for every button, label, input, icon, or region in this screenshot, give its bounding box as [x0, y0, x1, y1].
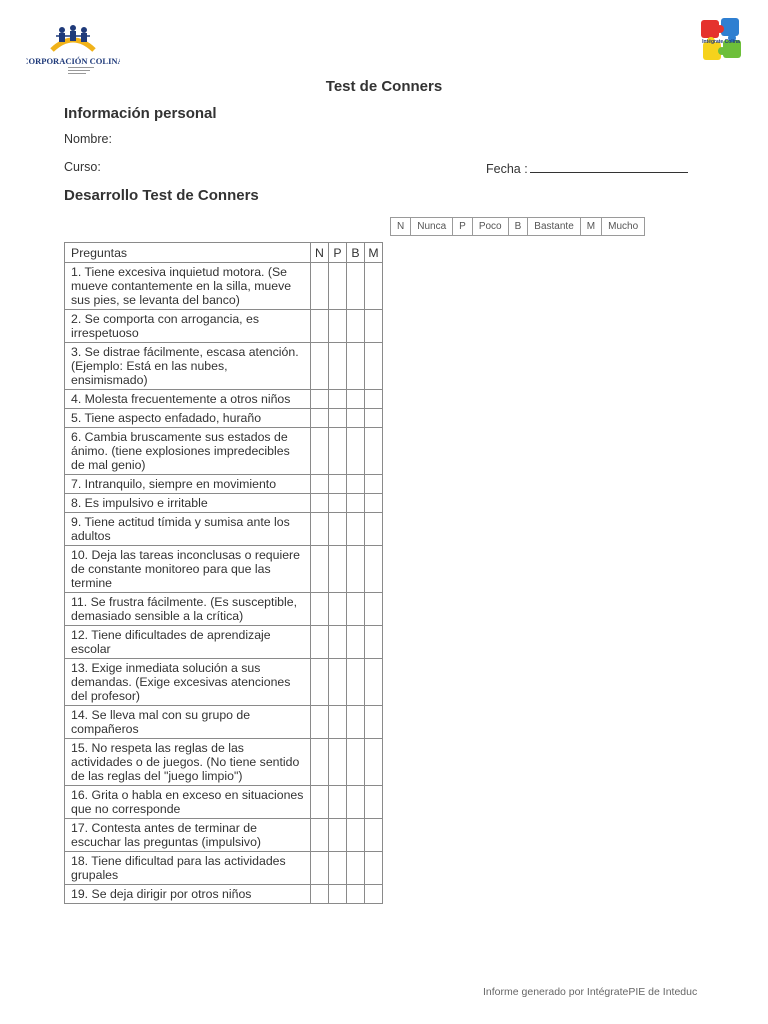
- answer-cell-p[interactable]: [329, 390, 347, 409]
- fecha-field: [486, 160, 688, 176]
- curso-label: Curso:: [64, 160, 101, 174]
- question-text: 3. Se distrae fácilmente, escasa atención. (Ejemplo: Está en las nubes, ensimismado): [65, 343, 311, 390]
- question-text: 4. Molesta frecuentemente a otros niños: [65, 390, 311, 409]
- question-text: 5. Tiene aspecto enfadado, huraño: [65, 409, 311, 428]
- answer-cell-b[interactable]: [347, 546, 365, 593]
- answer-cell-p[interactable]: [329, 546, 347, 593]
- legend-cell: Nunca: [411, 218, 453, 236]
- legend-cell: P: [453, 218, 473, 236]
- header-preguntas: Preguntas: [65, 243, 311, 263]
- answer-cell-m[interactable]: [365, 428, 383, 475]
- answer-cell-b[interactable]: [347, 390, 365, 409]
- answer-cell-b[interactable]: [347, 819, 365, 852]
- answer-cell-p[interactable]: [329, 739, 347, 786]
- nombre-label: Nombre:: [64, 132, 112, 146]
- answer-cell-b[interactable]: [347, 739, 365, 786]
- answer-cell-m[interactable]: [365, 852, 383, 885]
- answer-cell-m[interactable]: [365, 659, 383, 706]
- answer-cell-m[interactable]: [365, 494, 383, 513]
- answer-cell-b[interactable]: [347, 706, 365, 739]
- integrate-colina-puzzle-logo: [695, 14, 747, 66]
- answer-cell-m[interactable]: [365, 513, 383, 546]
- answer-cell-b[interactable]: [347, 659, 365, 706]
- answer-cell-m[interactable]: [365, 885, 383, 904]
- legend-cell: N: [391, 218, 411, 236]
- answer-cell-p[interactable]: [329, 885, 347, 904]
- table-row: [65, 513, 383, 546]
- question-text: 2. Se comporta con arrogancia, es irrespetuoso: [65, 310, 311, 343]
- answer-cell-n[interactable]: [311, 428, 329, 475]
- answer-cell-n[interactable]: [311, 343, 329, 390]
- question-text: 13. Exige inmediata solución a sus demandas. (Exige excesivas atenciones del profesor): [65, 659, 311, 706]
- question-text: 11. Se frustra fácilmente. (Es susceptible, demasiado sensible a la crítica): [65, 593, 311, 626]
- answer-cell-b[interactable]: [347, 409, 365, 428]
- answer-cell-p[interactable]: [329, 428, 347, 475]
- table-row: [65, 494, 383, 513]
- answer-cell-p[interactable]: [329, 343, 347, 390]
- answer-cell-m[interactable]: [365, 546, 383, 593]
- question-text: 15. No respeta las reglas de las actividades o de juegos. (No tiene sentido de las reglas del "juego limpio"): [65, 739, 311, 786]
- table-row: [65, 428, 383, 475]
- answer-cell-b[interactable]: [347, 310, 365, 343]
- table-row: [65, 343, 383, 390]
- question-text: 16. Grita o habla en exceso en situaciones que no corresponde: [65, 786, 311, 819]
- answer-cell-p[interactable]: [329, 626, 347, 659]
- question-text: 9. Tiene actitud tímida y sumisa ante los adultos: [65, 513, 311, 546]
- answer-cell-p[interactable]: [329, 659, 347, 706]
- footer-note: Informe generado por IntégratePIE de Inteduc: [483, 986, 698, 998]
- logo-text: CORPORACIÓN COLINA: [26, 56, 120, 66]
- answer-cell-p[interactable]: [329, 786, 347, 819]
- question-text: 10. Deja las tareas inconclusas o requiere de constante monitoreo para que las termine: [65, 546, 311, 593]
- table-row: [65, 706, 383, 739]
- question-text: 8. Es impulsivo e irritable: [65, 494, 311, 513]
- fecha-underline: [530, 160, 688, 173]
- answer-cell-n[interactable]: [311, 310, 329, 343]
- answer-cell-m[interactable]: [365, 786, 383, 819]
- legend-cell: B: [508, 218, 528, 236]
- answer-cell-b[interactable]: [347, 494, 365, 513]
- table-row: [65, 819, 383, 852]
- answer-cell-m[interactable]: [365, 409, 383, 428]
- question-text: 12. Tiene dificultades de aprendizaje escolar: [65, 626, 311, 659]
- answer-cell-p[interactable]: [329, 475, 347, 494]
- table-row: [65, 659, 383, 706]
- answer-cell-n[interactable]: [311, 494, 329, 513]
- questions-table: [64, 242, 383, 904]
- answer-cell-b[interactable]: [347, 593, 365, 626]
- answer-cell-n[interactable]: [311, 819, 329, 852]
- table-row: [65, 475, 383, 494]
- answer-cell-p[interactable]: [329, 494, 347, 513]
- legend-cell: Poco: [472, 218, 508, 236]
- answer-cell-n[interactable]: [311, 706, 329, 739]
- answer-cell-m[interactable]: [365, 739, 383, 786]
- answer-cell-n[interactable]: [311, 659, 329, 706]
- answer-cell-n[interactable]: [311, 739, 329, 786]
- answer-cell-b[interactable]: [347, 513, 365, 546]
- table-row: [65, 786, 383, 819]
- answer-cell-b[interactable]: [347, 786, 365, 819]
- answer-cell-n[interactable]: [311, 263, 329, 310]
- legend-row: [391, 218, 645, 236]
- answer-cell-m[interactable]: [365, 343, 383, 390]
- answer-cell-p[interactable]: [329, 513, 347, 546]
- answer-cell-n[interactable]: [311, 852, 329, 885]
- table-row: [65, 263, 383, 310]
- answer-cell-n[interactable]: [311, 786, 329, 819]
- table-row: [65, 310, 383, 343]
- answer-cell-m[interactable]: [365, 706, 383, 739]
- question-text: 17. Contesta antes de terminar de escuchar las preguntas (impulsivo): [65, 819, 311, 852]
- answer-cell-b[interactable]: [347, 626, 365, 659]
- corporacion-colina-logo: [26, 22, 120, 78]
- legend-cell: Bastante: [528, 218, 580, 236]
- answer-cell-p[interactable]: [329, 310, 347, 343]
- question-text: 19. Se deja dirigir por otros niños: [65, 885, 311, 904]
- table-row: [65, 409, 383, 428]
- page-title: Test de Conners: [325, 78, 443, 95]
- answer-cell-p[interactable]: [329, 852, 347, 885]
- answer-cell-m[interactable]: [365, 593, 383, 626]
- answer-cell-p[interactable]: [329, 263, 347, 310]
- header-n: N: [311, 243, 329, 263]
- answer-cell-n[interactable]: [311, 546, 329, 593]
- answer-cell-p[interactable]: [329, 593, 347, 626]
- header-m: M: [365, 243, 383, 263]
- answer-cell-p[interactable]: [329, 706, 347, 739]
- answer-cell-b[interactable]: [347, 428, 365, 475]
- fecha-label: Fecha :: [486, 162, 528, 176]
- answer-cell-n[interactable]: [311, 885, 329, 904]
- answer-cell-m[interactable]: [365, 626, 383, 659]
- question-text: 18. Tiene dificultad para las actividades grupales: [65, 852, 311, 885]
- logo-right-text: Intégrate Colina: [702, 39, 740, 45]
- table-row: [65, 390, 383, 409]
- question-text: 7. Intranquilo, siempre en movimiento: [65, 475, 311, 494]
- table-row: [65, 852, 383, 885]
- legend-cell: M: [580, 218, 601, 236]
- table-row: [65, 739, 383, 786]
- answer-cell-m[interactable]: [365, 819, 383, 852]
- answer-cell-b[interactable]: [347, 885, 365, 904]
- table-row: [65, 593, 383, 626]
- answer-cell-n[interactable]: [311, 626, 329, 659]
- answer-cell-b[interactable]: [347, 475, 365, 494]
- answer-cell-n[interactable]: [311, 593, 329, 626]
- table-row: [65, 546, 383, 593]
- answer-cell-b[interactable]: [347, 852, 365, 885]
- answer-cell-p[interactable]: [329, 819, 347, 852]
- answer-cell-n[interactable]: [311, 513, 329, 546]
- answer-cell-b[interactable]: [347, 343, 365, 390]
- answer-cell-m[interactable]: [365, 310, 383, 343]
- answer-cell-m[interactable]: [365, 263, 383, 310]
- answer-cell-p[interactable]: [329, 409, 347, 428]
- questions-body: [65, 263, 383, 904]
- questions-header-row: [65, 243, 383, 263]
- answer-cell-n[interactable]: [311, 390, 329, 409]
- answer-cell-m[interactable]: [365, 475, 383, 494]
- question-text: 1. Tiene excesiva inquietud motora. (Se mueve contantemente en la silla, mueve sus pies, se levanta del banco): [65, 263, 311, 310]
- legend-table: [390, 217, 645, 236]
- header-p: P: [329, 243, 347, 263]
- personal-info-heading: Información personal: [64, 105, 217, 122]
- answer-cell-b[interactable]: [347, 263, 365, 310]
- section-heading: Desarrollo Test de Conners: [64, 187, 259, 204]
- answer-cell-m[interactable]: [365, 390, 383, 409]
- table-row: [65, 885, 383, 904]
- question-text: 14. Se lleva mal con su grupo de compañeros: [65, 706, 311, 739]
- answer-cell-n[interactable]: [311, 409, 329, 428]
- answer-cell-n[interactable]: [311, 475, 329, 494]
- table-row: [65, 626, 383, 659]
- legend-cell: Mucho: [602, 218, 645, 236]
- header-b: B: [347, 243, 365, 263]
- question-text: 6. Cambia bruscamente sus estados de ánimo. (tiene explosiones impredecibles de mal genio): [65, 428, 311, 475]
